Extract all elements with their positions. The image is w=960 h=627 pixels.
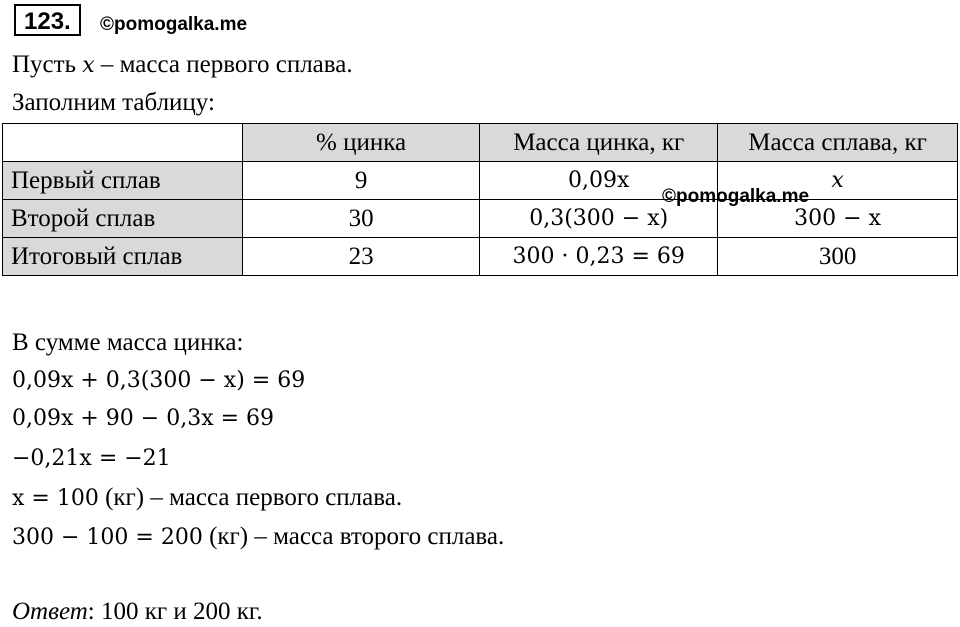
equation-4-text: (кг) – масса первого сплава. [98, 484, 403, 511]
row-alloy-mass: 300 − x [718, 200, 958, 238]
intro-text-end: – масса первого сплава. [94, 51, 353, 78]
table-watermark: ©pomogalka.me [662, 186, 810, 207]
table-header-row [3, 124, 958, 162]
table-intro: Заполним таблицу: [12, 89, 215, 116]
variable-x: x [82, 53, 95, 78]
sum-title: В сумме масса цинка: [12, 329, 244, 356]
watermark: ©pomogalka.me [100, 14, 248, 35]
row-name: Итоговый сплав [3, 238, 243, 276]
data-table [2, 123, 958, 276]
table-row [3, 238, 958, 276]
header-empty-cell [3, 124, 243, 162]
table-row [3, 200, 958, 238]
equation-4 [12, 483, 402, 514]
equation-5 [12, 522, 504, 553]
problem-number: 123. [14, 4, 81, 36]
row-alloy-mass: x [718, 162, 958, 200]
row-zinc-mass: 0,09x [480, 162, 718, 200]
header-alloy-mass: Масса сплава, кг [718, 124, 958, 162]
equation-1: 0,09x + 0,3(300 − x) = 69 [12, 368, 306, 393]
row-alloy-mass: 300 [718, 238, 958, 276]
equation-3: −0,21x = −21 [12, 446, 171, 471]
equation-2: 0,09x + 90 − 0,3x = 69 [12, 406, 275, 431]
answer [12, 597, 263, 627]
equation-4-math: x = 100 [12, 486, 99, 511]
intro-line [12, 50, 353, 81]
answer-label: Ответ [12, 598, 88, 625]
header-percent: % цинка [242, 124, 480, 162]
equation-5-math: 300 − 100 = 200 [12, 525, 203, 550]
header-zinc-mass: Масса цинка, кг [480, 124, 718, 162]
row-percent: 9 [242, 162, 480, 200]
row-name: Второй сплав [3, 200, 243, 238]
answer-text: : 100 кг и 200 кг. [87, 598, 263, 625]
row-percent: 23 [242, 238, 480, 276]
equation-5-text: (кг) – масса второго сплава. [202, 523, 505, 550]
table-row [3, 162, 958, 200]
row-zinc-mass: 0,3(300 − x) [480, 200, 718, 238]
intro-text-start: Пусть [12, 51, 83, 78]
row-zinc-mass: 300 · 0,23 = 69 [480, 238, 718, 276]
row-name: Первый сплав [3, 162, 243, 200]
row-percent: 30 [242, 200, 480, 238]
